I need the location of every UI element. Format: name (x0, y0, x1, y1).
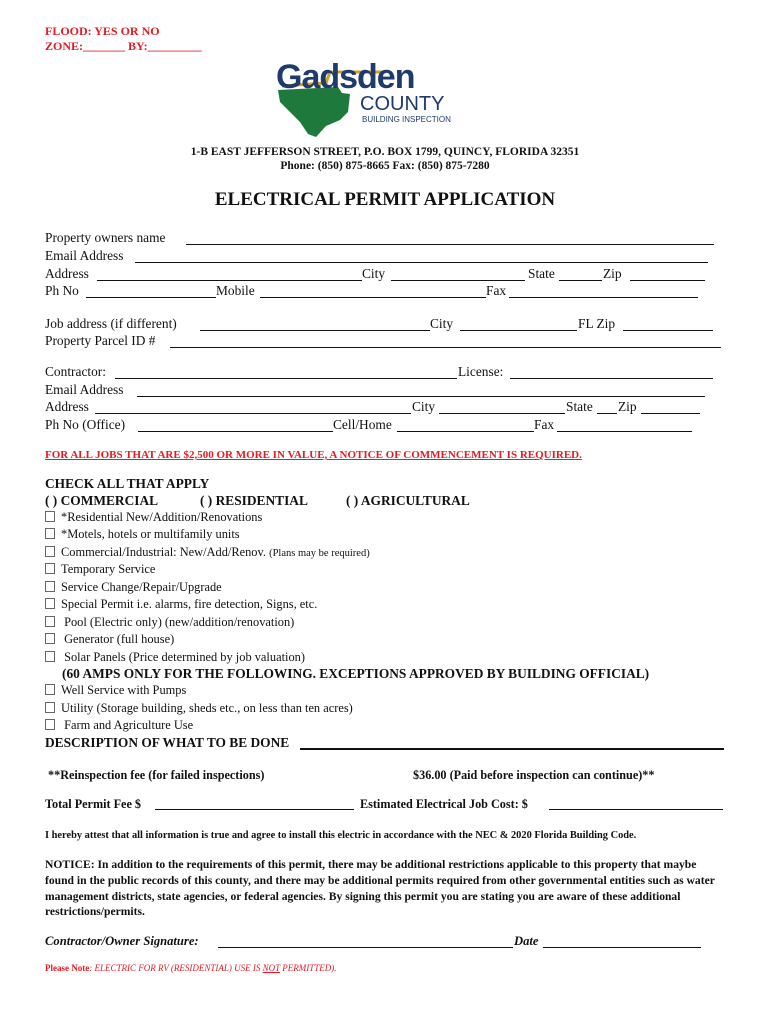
rv-note: Please Note: ELECTRIC FOR RV (RESIDENTIAL) USE IS NOT PERMITTED). (45, 963, 337, 973)
description-label: DESCRIPTION OF WHAT TO BE DONE (45, 735, 290, 750)
owner-mobile-label: Mobile (216, 283, 255, 298)
job-zip-label: FL Zip (578, 316, 616, 331)
option-service-change[interactable]: Service Change/Repair/Upgrade (45, 580, 222, 595)
county-logo (268, 52, 468, 142)
checkbox-icon[interactable] (45, 616, 55, 627)
checkbox-icon[interactable] (45, 563, 55, 574)
owner-address-label: Address (45, 266, 89, 281)
contractor-fax-field[interactable] (557, 431, 692, 432)
total-fee-field[interactable] (155, 809, 354, 810)
checkbox-icon[interactable] (45, 633, 55, 644)
option-special-permit[interactable]: Special Permit i.e. alarms, fire detection, Signs, etc. (45, 597, 317, 612)
contractor-cell-label: Cell/Home (333, 417, 392, 432)
owner-fax-label: Fax (486, 283, 507, 298)
checkbox-icon[interactable] (45, 546, 55, 557)
total-fee-label: Total Permit Fee $ (45, 797, 141, 811)
option-utility[interactable]: Utility (Storage building, sheds etc., on less than ten acres) (45, 701, 353, 716)
attest-statement: I hereby attest that all information is true and agree to install this electric in accordance with the NEC & 2020 Florida Building Code. (45, 830, 637, 841)
owner-phone-field[interactable] (86, 297, 216, 298)
amps-note: (60 AMPS ONLY FOR THE FOLLOWING. EXCEPTIONS APPROVED BY BUILDING OFFICIAL) (62, 666, 650, 681)
contractor-email-field[interactable] (137, 396, 705, 397)
checkbox-icon[interactable] (45, 598, 55, 609)
contractor-label: Contractor: (45, 364, 106, 379)
contractor-state-field[interactable] (597, 413, 617, 414)
option-commercial[interactable]: Commercial/Industrial: New/Add/Renov. (Plans may be required) (45, 545, 370, 560)
owner-city-label: City (362, 266, 386, 281)
signature-label: Contractor/Owner Signature: (45, 934, 199, 948)
owner-name-label: Property owners name (45, 230, 166, 245)
owner-state-field[interactable] (559, 280, 602, 281)
contractor-city-label: City (412, 399, 436, 414)
additional-restrictions-notice: NOTICE: In addition to the requirements of this permit, there may be additional restrictions applicable to this property that maybe found in the public records of this county, and there may be additional permits required from other governmental entities such as water management districts, state agencies, or federal agencies. By signing this permit you are stating you are aware of these additional restrictions/permits. (45, 858, 715, 919)
reinspection-fee: $36.00 (Paid before inspection can continue)** (413, 768, 655, 782)
parcel-id-label: Property Parcel ID # (45, 333, 156, 348)
est-cost-label: Estimated Electrical Job Cost: $ (360, 797, 528, 811)
reinspection-label: **Reinspection fee (for failed inspections) (48, 768, 265, 782)
parcel-id-field[interactable] (170, 347, 721, 348)
owner-mobile-field[interactable] (260, 297, 486, 298)
checkbox-icon[interactable] (45, 684, 55, 695)
option-solar[interactable]: Solar Panels (Price determined by job valuation) (45, 650, 305, 665)
job-zip-field[interactable] (623, 330, 713, 331)
svg-text:COUNTY: COUNTY (360, 93, 445, 115)
owner-phone-label: Ph No (45, 283, 79, 298)
contractor-state-label: State (566, 399, 593, 414)
owner-email-field[interactable] (135, 262, 708, 263)
job-city-field[interactable] (460, 330, 577, 331)
option-temporary[interactable]: Temporary Service (45, 562, 155, 577)
date-field[interactable] (543, 947, 701, 948)
page-title: ELECTRICAL PERMIT APPLICATION (214, 189, 556, 210)
description-field[interactable] (300, 748, 724, 750)
job-address-field[interactable] (200, 330, 430, 331)
contractor-zip-field[interactable] (641, 413, 700, 414)
checkbox-icon[interactable] (45, 528, 55, 539)
checkbox-icon[interactable] (45, 651, 55, 662)
date-label: Date (514, 934, 539, 948)
license-label: License: (458, 364, 504, 379)
flood-label: FLOOD: YES OR NO (45, 24, 160, 38)
option-well-service[interactable]: Well Service with Pumps (45, 683, 186, 698)
contractor-address-field[interactable] (95, 413, 411, 414)
signature-field[interactable] (218, 947, 513, 948)
check-all-heading: CHECK ALL THAT APPLY (45, 476, 210, 491)
owner-city-field[interactable] (391, 280, 525, 281)
type-residential[interactable]: ( ) RESIDENTIAL (200, 493, 308, 508)
checkbox-icon[interactable] (45, 702, 55, 713)
owner-name-field[interactable] (186, 244, 714, 245)
est-cost-field[interactable] (549, 809, 723, 810)
checkbox-icon[interactable] (45, 511, 55, 522)
owner-email-label: Email Address (45, 248, 124, 263)
zone-label: ZONE:_______ BY:_________ (45, 39, 202, 53)
contractor-phone-field[interactable] (138, 431, 333, 432)
contractor-city-field[interactable] (439, 413, 565, 414)
option-generator[interactable]: Generator (full house) (45, 632, 174, 647)
owner-address-field[interactable] (97, 280, 362, 281)
owner-state-label: State (528, 266, 555, 281)
checkbox-icon[interactable] (45, 581, 55, 592)
option-pool[interactable]: Pool (Electric only) (new/addition/renovation) (45, 615, 294, 630)
license-field[interactable] (510, 378, 713, 379)
svg-text:Gadsden: Gadsden (276, 58, 415, 96)
job-city-label: City (430, 316, 454, 331)
option-farm[interactable]: Farm and Agriculture Use (45, 718, 193, 733)
owner-zip-field[interactable] (630, 280, 705, 281)
contractor-email-label: Email Address (45, 382, 124, 397)
type-agricultural[interactable]: ( ) AGRICULTURAL (346, 493, 470, 508)
commencement-notice: FOR ALL JOBS THAT ARE $2,500 OR MORE IN VALUE, A NOTICE OF COMMENCEMENT IS REQUIRED. (45, 449, 582, 461)
office-address: 1-B EAST JEFFERSON STREET, P.O. BOX 1799, QUINCY, FLORIDA 32351 (190, 146, 580, 158)
owner-zip-label: Zip (603, 266, 622, 281)
option-residential[interactable]: *Residential New/Addition/Renovations (45, 510, 262, 525)
contractor-phone-label: Ph No (Office) (45, 417, 126, 432)
job-address-label: Job address (if different) (45, 316, 177, 331)
option-motels[interactable]: *Motels, hotels or multifamily units (45, 527, 240, 542)
contractor-fax-label: Fax (534, 417, 555, 432)
contractor-zip-label: Zip (618, 399, 637, 414)
contractor-field[interactable] (115, 378, 457, 379)
contractor-cell-field[interactable] (397, 431, 534, 432)
svg-text:BUILDING INSPECTION: BUILDING INSPECTION (362, 115, 451, 124)
office-phone: Phone: (850) 875-8665 Fax: (850) 875-7280 (280, 160, 490, 172)
county-map-icon (268, 52, 468, 142)
checkbox-icon[interactable] (45, 719, 55, 730)
contractor-address-label: Address (45, 399, 89, 414)
type-commercial[interactable]: ( ) COMMERCIAL (45, 493, 159, 508)
owner-fax-field[interactable] (509, 297, 698, 298)
